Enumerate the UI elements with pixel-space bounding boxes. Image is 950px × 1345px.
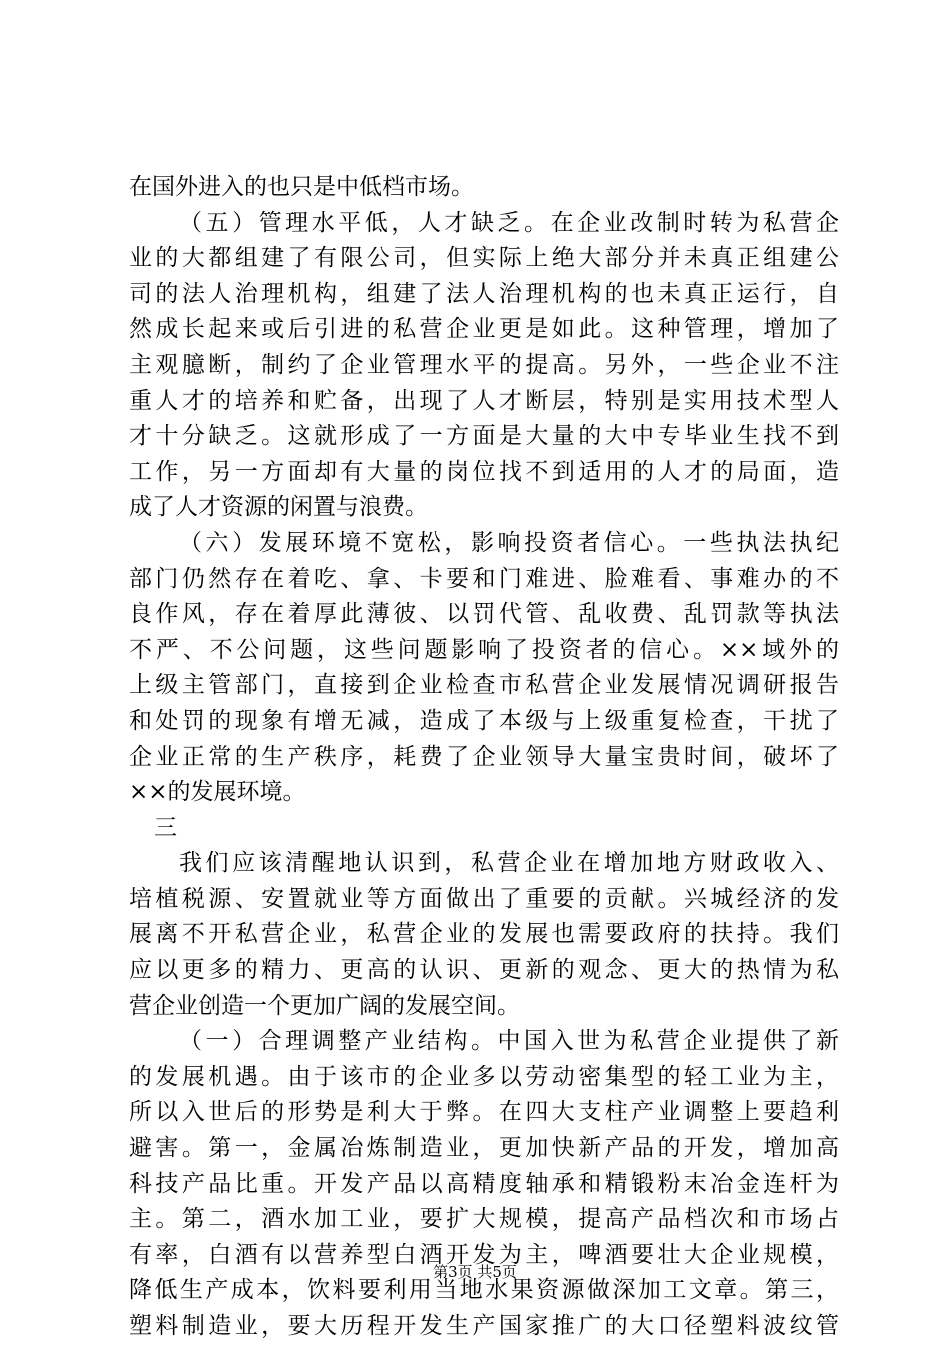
text-line: 和处罚的现象有增无减，造成了本级与上级重复检查，干扰了 — [129, 707, 839, 734]
section-heading: 三 — [154, 814, 177, 841]
text-line: 降低生产成本，饮料要利用当地水果资源做深加工文章。第三， — [129, 1277, 839, 1304]
text-line: ××的发展环境。 — [129, 779, 306, 806]
text-line: 科技产品比重。开发产品以高精度轴承和精锻粉末冶金连杆为 — [129, 1170, 839, 1197]
text-line: 重人才的培养和贮备，出现了人才断层，特别是实用技术型人 — [129, 387, 839, 414]
text-line: 在国外进入的也只是中低档市场。 — [129, 174, 474, 200]
page-number: 第3页 共5页 — [433, 1263, 517, 1281]
text-line: 的发展机遇。由于该市的企业多以劳动密集型的轻工业为主， — [129, 1063, 839, 1090]
text-line: 司的法人治理机构，组建了法人治理机构的也未真正运行，自 — [129, 280, 839, 307]
text-line: 展离不开私营企业，私营企业的发展也需要政府的扶持。我们 — [129, 921, 839, 948]
text-line: 有率，白酒有以营养型白酒开发为主，啤酒要壮大企业规模， — [129, 1241, 839, 1268]
text-line: 然成长起来或后引进的私营企业更是如此。这种管理，增加了 — [129, 316, 839, 343]
text-line: （六）发展环境不宽松，影响投资者信心。一些执法执纪 — [179, 529, 839, 556]
body-text — [129, 170, 839, 1345]
text-line: 成了人才资源的闲置与浪费。 — [129, 494, 428, 521]
text-line: 塑料制造业，要大历程开发生产国家推广的大口径塑料波纹管 — [129, 1313, 839, 1339]
text-line: 所以入世后的形势是利大于弊。在四大支柱产业调整上要趋利 — [129, 1099, 839, 1126]
text-line: 主。第二，酒水加工业，要扩大规模，提高产品档次和市场占 — [129, 1206, 839, 1233]
text-line: 工作，另一方面却有大量的岗位找不到适用的人才的局面，造 — [129, 458, 839, 485]
text-line: 不严、不公问题，这些问题影响了投资者的信心。××域外的 — [129, 636, 839, 663]
text-line: （五）管理水平低，人才缺乏。在企业改制时转为私营企 — [179, 209, 839, 236]
text-line: 避害。第一，金属冶炼制造业，更加快新产品的开发，增加高 — [129, 1135, 839, 1162]
text-line: 我们应该清醒地认识到，私营企业在增加地方财政收入、 — [179, 850, 839, 877]
text-line: 良作风，存在着厚此薄彼、以罚代管、乱收费、乱罚款等执法 — [129, 601, 839, 628]
text-line: 培植税源、安置就业等方面做出了重要的贡献。兴城经济的发 — [129, 885, 839, 912]
text-line: 部门仍然存在着吃、拿、卡要和门难进、脸难看、事难办的不 — [129, 565, 839, 592]
text-line: 业的大都组建了有限公司，但实际上绝大部分并未真正组建公 — [129, 245, 839, 272]
page-footer — [0, 1262, 950, 1282]
text-line: 应以更多的精力、更高的认识、更新的观念、更大的热情为私 — [129, 957, 839, 984]
text-line: 才十分缺乏。这就形成了一方面是大量的大中专毕业生找不到 — [129, 423, 839, 450]
text-line: （一）合理调整产业结构。中国入世为私营企业提供了新 — [179, 1028, 839, 1055]
text-line: 主观臆断，制约了企业管理水平的提高。另外，一些企业不注 — [129, 351, 839, 378]
text-line: 上级主管部门，直接到企业检查市私营企业发展情况调研报告 — [129, 672, 839, 699]
text-line: 营企业创造一个更加广阔的发展空间。 — [129, 992, 520, 1019]
text-line: 企业正常的生产秩序，耗费了企业领导大量宝贵时间，破坏了 — [129, 743, 839, 770]
